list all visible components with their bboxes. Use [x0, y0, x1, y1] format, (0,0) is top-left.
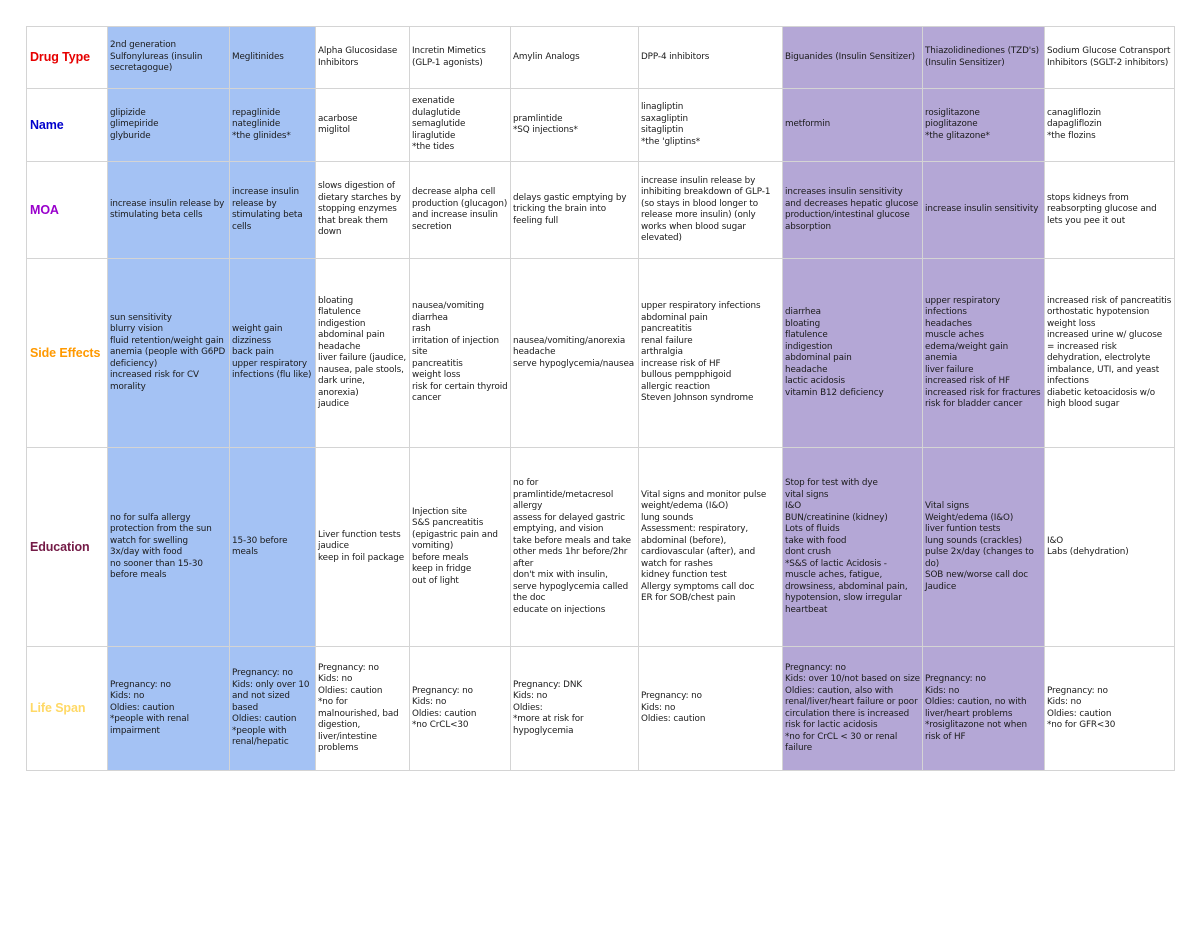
- cell-life-span: Pregnancy: no Kids: no Oldies: caution *people with renal impairment: [108, 647, 230, 771]
- cell-life-span: Pregnancy: no Kids: no Oldies: caution *no CrCL<30: [410, 647, 511, 771]
- cell-moa: delays gastic emptying by tricking the brain into feeling full: [511, 162, 639, 259]
- row-life-span-label: Life Span: [27, 647, 108, 771]
- cell-drug-type: Incretin Mimetics (GLP-1 agonists): [410, 27, 511, 89]
- cell-side-effects: nausea/vomiting diarrhea rash irritation of injection site pancreatitis weight loss risk for certain thyroid cancer: [410, 259, 511, 448]
- cell-side-effects: sun sensitivity blurry vision fluid retention/weight gain anemia (people with G6PD deficiency) increased risk for CV morality: [108, 259, 230, 448]
- cell-education: Injection site S&S pancreatitis (epigastric pain and vomiting) before meals keep in fridge out of light: [410, 448, 511, 647]
- cell-education: Vital signs Weight/edema (I&O) liver funtion tests lung sounds (crackles) pulse 2x/day (changes to do) SOB new/worse call doc Jaudice: [923, 448, 1045, 647]
- cell-side-effects: upper respiratory infections headaches muscle aches edema/weight gain anemia liver failure increased risk of HF increased risk for fractures risk for bladder cancer: [923, 259, 1045, 448]
- cell-life-span: Pregnancy: no Kids: no Oldies: caution *no for GFR<30: [1045, 647, 1175, 771]
- cell-education: Vital signs and monitor pulse weight/edema (I&O) lung sounds Assessment: respiratory, abdominal (before), cardiovascular (after), and watch for rashes kidney function test Allergy symptoms call doc ER for SOB/chest pain: [639, 448, 783, 647]
- row-name-label: Name: [27, 89, 108, 162]
- row-side-effects-label: Side Effects: [27, 259, 108, 448]
- cell-moa: increase insulin release by stimulating beta cells: [108, 162, 230, 259]
- cell-life-span: Pregnancy: no Kids: no Oldies: caution, no with liver/heart problems *rosiglitazone not when risk of HF: [923, 647, 1045, 771]
- cell-moa: increase insulin release by inhibiting breakdown of GLP-1 (so stays in blood longer to release more insulin) (only works when blood sugar elevated): [639, 162, 783, 259]
- cell-name: acarbose miglitol: [316, 89, 410, 162]
- cell-life-span: Pregnancy: no Kids: over 10/not based on size Oldies: caution, also with renal/liver/heart failure or poor circulation there is increased risk for lactic acidosis *no for CrCL < 30 or renal failure: [783, 647, 923, 771]
- cell-side-effects: upper respiratory infections abdominal pain pancreatitis renal failure arthralgia increase risk of HF bullous pempphigoid allergic reaction Steven Johnson syndrome: [639, 259, 783, 448]
- cell-moa: increases insulin sensitivity and decreases hepatic glucose production/intestinal glucose absorption: [783, 162, 923, 259]
- cell-name: canagliflozin dapagliflozin *the flozins: [1045, 89, 1175, 162]
- cell-side-effects: nausea/vomiting/anorexia headache serve hypoglycemia/nausea: [511, 259, 639, 448]
- cell-drug-type: Amylin Analogs: [511, 27, 639, 89]
- row-drug-type-label: Drug Type: [27, 27, 108, 89]
- cell-life-span: Pregnancy: no Kids: only over 10 and not sized based Oldies: caution *people with renal/hepatic: [230, 647, 316, 771]
- cell-name: exenatide dulaglutide semaglutide liraglutide *the tides: [410, 89, 511, 162]
- row-side-effects: [27, 259, 1175, 448]
- cell-drug-type: Alpha Glucosidase Inhibitors: [316, 27, 410, 89]
- row-drug-type: [27, 27, 1175, 89]
- cell-life-span: Pregnancy: no Kids: no Oldies: caution: [639, 647, 783, 771]
- cell-education: I&O Labs (dehydration): [1045, 448, 1175, 647]
- cell-life-span: Pregnancy: DNK Kids: no Oldies: *more at risk for hypoglycemia: [511, 647, 639, 771]
- cell-drug-type: Meglitinides: [230, 27, 316, 89]
- cell-moa: slows digestion of dietary starches by stopping enzymes that break them down: [316, 162, 410, 259]
- cell-drug-type: Biguanides (Insulin Sensitizer): [783, 27, 923, 89]
- cell-education: Liver function tests jaudice keep in foil package: [316, 448, 410, 647]
- cell-name: metformin: [783, 89, 923, 162]
- cell-drug-type: 2nd generation Sulfonylureas (insulin secretagogue): [108, 27, 230, 89]
- cell-education: no for pramlintide/metacresol allergy assess for delayed gastric emptying, and vision take before meals and take other meds 1hr before/2hr after don't mix with insulin, serve hypoglycemia called the doc educate on injections: [511, 448, 639, 647]
- cell-side-effects: diarrhea bloating flatulence indigestion abdominal pain headache lactic acidosis vitamin B12 deficiency: [783, 259, 923, 448]
- cell-moa: increase insulin sensitivity: [923, 162, 1045, 259]
- cell-drug-type: Sodium Glucose Cotransport Inhibitors (SGLT-2 inhibitors): [1045, 27, 1175, 89]
- cell-name: repaglinide nateglinide *the glinides*: [230, 89, 316, 162]
- row-name: [27, 89, 1175, 162]
- cell-life-span: Pregnancy: no Kids: no Oldies: caution *no for malnourished, bad digestion, liver/intestine problems: [316, 647, 410, 771]
- cell-side-effects: increased risk of pancreatitis orthostatic hypotension weight loss increased urine w/ glucose = increased risk dehydration, electrolyte imbalance, UTI, and yeast infections diabetic ketoacidosis w/o high blood sugar: [1045, 259, 1175, 448]
- row-moa-label: MOA: [27, 162, 108, 259]
- row-education-label: Education: [27, 448, 108, 647]
- diabetes-drug-table: [26, 26, 1175, 771]
- cell-moa: stops kidneys from reabsorpting glucose and lets you pee it out: [1045, 162, 1175, 259]
- row-education: [27, 448, 1175, 647]
- cell-name: glipizide glimepiride glyburide: [108, 89, 230, 162]
- cell-education: no for sulfa allergy protection from the sun watch for swelling 3x/day with food no sooner than 15-30 before meals: [108, 448, 230, 647]
- cell-name: rosiglitazone pioglitazone *the glitazone*: [923, 89, 1045, 162]
- cell-drug-type: DPP-4 inhibitors: [639, 27, 783, 89]
- table-body: [27, 27, 1175, 771]
- row-moa: [27, 162, 1175, 259]
- cell-moa: decrease alpha cell production (glucagon) and increase insulin secretion: [410, 162, 511, 259]
- cell-education: Stop for test with dye vital signs I&O BUN/creatinine (kidney) Lots of fluids take with food dont crush *S&S of lactic Acidosis - muscle aches, fatigue, drowsiness, abdominal pain, hypotension, slow irregular heartbeat: [783, 448, 923, 647]
- cell-education: 15-30 before meals: [230, 448, 316, 647]
- cell-name: linagliptin saxagliptin sitagliptin *the 'gliptins*: [639, 89, 783, 162]
- cell-side-effects: bloating flatulence indigestion abdominal pain headache liver failure (jaudice, nausea, pale stools, dark urine, anorexia) jaudice: [316, 259, 410, 448]
- cell-name: pramlintide *SQ injections*: [511, 89, 639, 162]
- row-life-span: [27, 647, 1175, 771]
- cell-moa: increase insulin release by stimulating beta cells: [230, 162, 316, 259]
- cell-side-effects: weight gain dizziness back pain upper respiratory infections (flu like): [230, 259, 316, 448]
- cell-drug-type: Thiazolidinediones (TZD's) (Insulin Sensitizer): [923, 27, 1045, 89]
